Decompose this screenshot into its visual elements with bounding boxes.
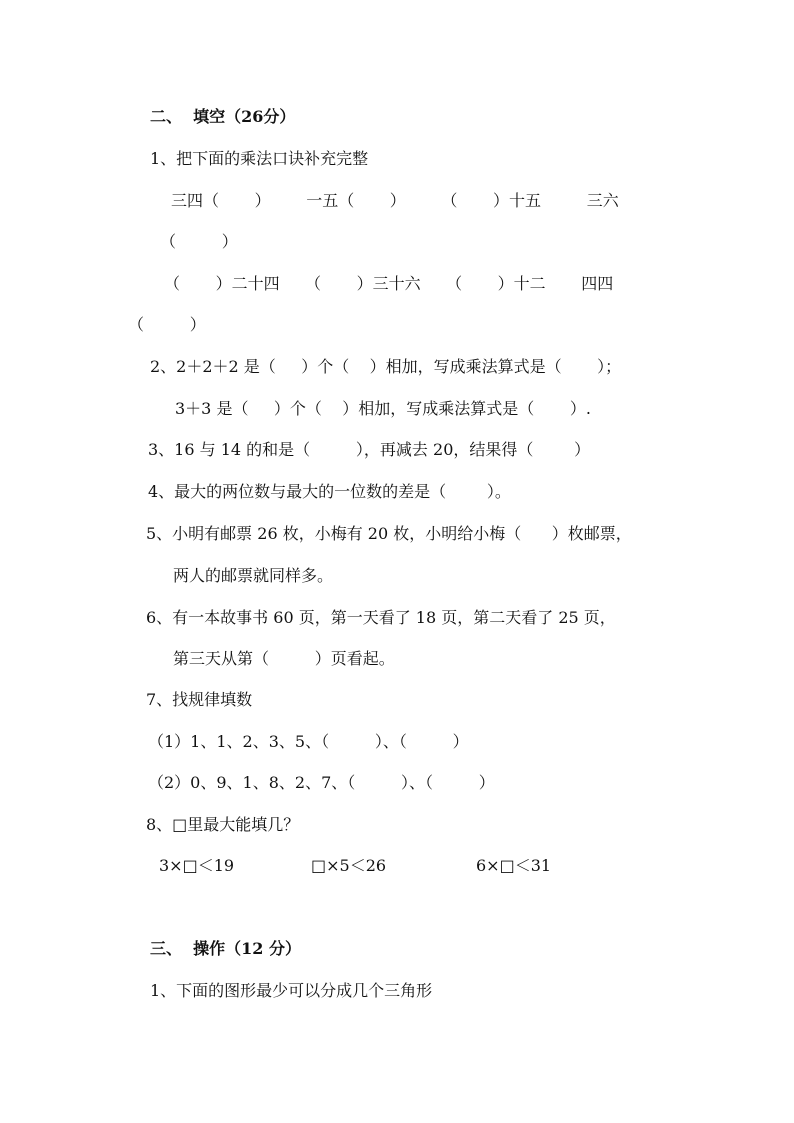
s3-q1: 1、下面的图形最少可以分成几个三角形	[150, 981, 433, 1000]
q7-title: 7、找规律填数	[146, 690, 253, 709]
q7-line2: （2）0、9、1、8、2、7、（ ）、（ ）	[148, 773, 495, 792]
q6-line1: 6、有一本故事书 60 页，第一天看了 18 页，第二天看了 25 页，	[146, 608, 616, 627]
q5-line1: 5、小明有邮票 26 枚，小梅有 20 枚，小明给小梅（ ）枚邮票，	[146, 524, 632, 543]
section2-heading: 二、 填空（26分）	[150, 107, 296, 126]
q1-row1-wrap: （ ）	[160, 232, 238, 251]
q2-line1: 2、2＋2＋2 是（ ）个（ ）相加，写成乘法算式是（ ）；	[150, 357, 622, 376]
q8-expr1: 3×□＜19	[159, 856, 235, 875]
section3-heading: 三、 操作（12 分）	[150, 939, 301, 958]
q5-line2: 两人的邮票就同样多。	[173, 566, 334, 585]
q3: 3、16 与 14 的和是（ ），再减去 20，结果得（ ）	[148, 440, 591, 459]
q8-expr3: 6×□＜31	[476, 856, 552, 875]
q2-line2: 3＋3 是（ ）个（ ）相加，写成乘法算式是（ ）.	[175, 399, 591, 418]
q1-title: 1、把下面的乘法口诀补充完整	[150, 149, 369, 168]
q1-row2-wrap: （ ）	[128, 315, 206, 334]
q6-line2: 第三天从第（ ）页看起。	[173, 649, 395, 668]
q1-row2: （ ）二十四 （ ）三十六 （ ）十二 四四	[164, 274, 614, 293]
q7-line1: （1）1、1、2、3、5、（ ）、（ ）	[148, 732, 469, 751]
q4: 4、最大的两位数与最大的一位数的差是（ ）。	[148, 482, 511, 501]
q8-title: 8、□里最大能填几？	[146, 815, 300, 834]
q1-row1: 三四（ ） 一五（ ） （ ）十五 三六	[171, 191, 619, 210]
q8-expr2: □×5＜26	[311, 856, 387, 875]
